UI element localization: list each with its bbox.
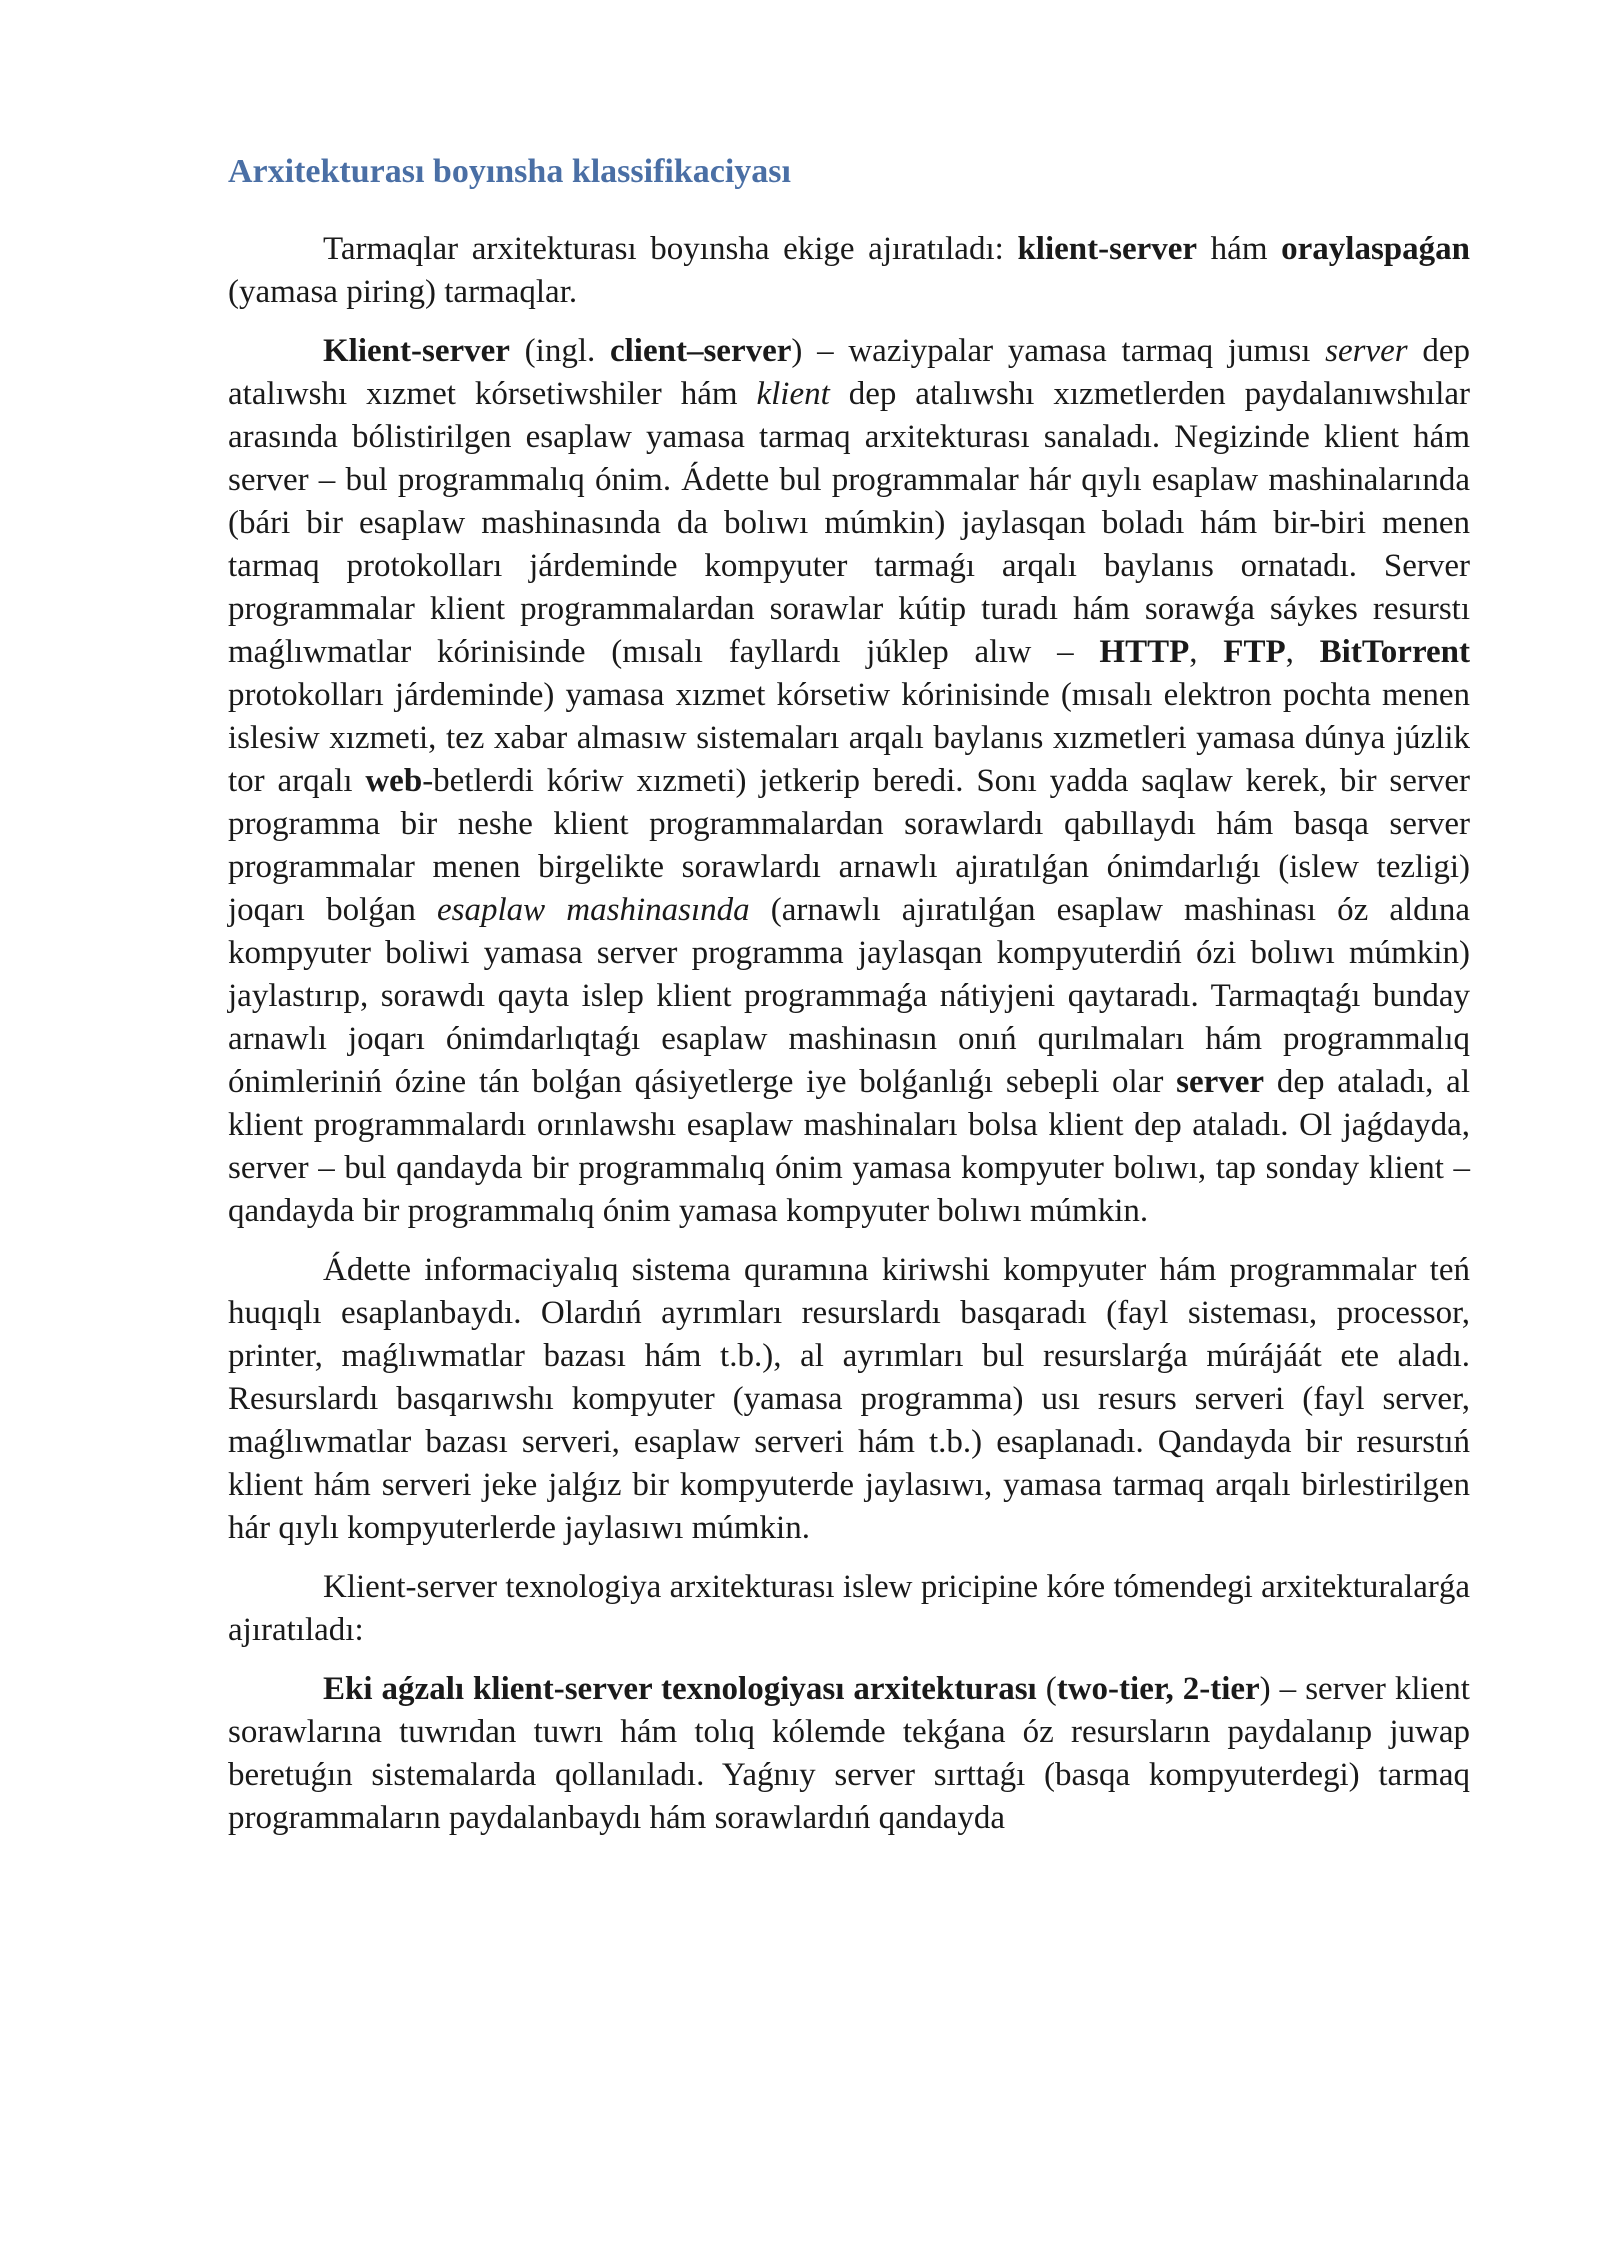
text-run: (arnawlı ajıratılǵan esaplaw mashinası óz aldına kompyuter boliwi yamasa server programma jaylasqan kompyuterdiń ózi bolıwı múmkin) jaylastırıp, sorawdı qayta islep klient programmaǵa nátiyjeni qaytaradı. Tarmaqtaǵı bunday arnawlı joqarı ónimdarlıqtaǵı esaplaw mashinasın onıń qurılmaları hám programmalıq ónimleriniń ózine tán bolǵan qásiyetlerge iye bolǵanlıǵı sebepli olar xyxy=(228,892,1470,1100)
text-run: , xyxy=(1285,634,1320,670)
paragraph-client-server-definition xyxy=(228,330,1470,1233)
paragraph-resources: Ádette informaciyalıq sistema quramına kiriwshi kompyuter hám programmalar teń huqıqlı esaplanbaydı. Olardıń ayrımları resurslardı basqaradı (fayl sisteması, processor, printer, maǵlıwmatlar bazası hám t.b.), al ayrımları bul resurslarǵa múrájáát ete aladı. Resurslardı basqarıwshı kompyuter (yamasa programma) usı resurs serveri (fayl server, maǵlıwmatlar bazası serveri, esaplaw serveri hám t.b.) esaplanadı. Qandayda bir resurstıń klient hám serveri jeke jalǵız bir kompyuterde jaylasıwı, yamasa tarmaq arqalı birlestirilgen hár qıylı kompyuterlerde jaylasıwı múmkin. xyxy=(228,1252,1470,1546)
term-klient-italic: klient xyxy=(756,376,830,412)
term-server-bold: server xyxy=(1176,1064,1265,1100)
term-http: HTTP xyxy=(1099,634,1190,670)
text-run: dep ataladı, al klient programmalardı orınlawshı esaplaw mashinaları bolsa klient dep ataladı. Ol jaǵdayda, server – bul qandayda bir programmalıq ónim yamasa kompyuter bolıwı, tap sonday klient – qandayda bir programmalıq ónim yamasa kompyuter bolıwı múmkin. xyxy=(228,1064,1470,1229)
term-ftp: FTP xyxy=(1223,634,1286,670)
text-run: dep atalıwshı xızmetlerden paydalanıwshılar arasında bólistirilgen esaplaw yamasa tarmaq arxitekturası sanaladı. Negizinde klient hám server – bul programmalıq ónim. Ádette bul programmalar hár qıylı esaplaw mashinalarında (bári bir esaplaw mashinasında da bolıwı múmkin) jaylasqan boladı hám bir-biri menen tarmaq protokolları járdeminde kompyuter tarmaǵı arqalı baylanıs ornatadı. Server programmalar klient programmalardan sorawlar kútip turadı hám sorawǵa sáykes resurstı maǵlıwmatlar kórinisinde (mısalı fayllardı júklep alıw – xyxy=(228,376,1470,670)
paragraph-two-tier xyxy=(228,1668,1470,1840)
text-run: hám xyxy=(1197,231,1282,267)
document-page xyxy=(228,150,1470,1856)
text-run: Tarmaqlar arxitekturası boyınsha ekige ajıratıladı: xyxy=(323,231,1018,267)
text-run: (ingl. xyxy=(509,333,610,369)
term-server-italic: server xyxy=(1325,333,1408,369)
term-two-tier: two-tier, 2-tier xyxy=(1056,1671,1260,1707)
text-run: ) – waziypalar yamasa tarmaq jumısı xyxy=(791,333,1326,369)
text-run: (yamasa piring) tarmaqlar. xyxy=(228,274,578,310)
paragraph-architecture-types: Klient-server texnologiya arxitekturası islew pricipine kóre tómendegi arxitekturalarǵa ajıratıladı: xyxy=(228,1569,1470,1648)
term-computing-machine: esaplaw mashinasında xyxy=(437,892,750,928)
term-klient-server: Klient-server xyxy=(323,333,510,369)
term-web: web xyxy=(365,763,423,799)
term-client-server: klient-server xyxy=(1017,231,1198,267)
term-bittorrent: BitTorrent xyxy=(1319,634,1470,670)
text-run: -betlerdi kóriw xızmeti) jetkerip beredi. Sonı yadda saqlaw kerek, bir server programma bir neshe klient programmalardan sorawlardı qabıllaydı hám basqa server programmalar menen birgelikte sorawlardı arnawlı ajıratılǵan ónimdarlıǵı (islew tezligi) joqarı bolǵan xyxy=(228,763,1470,928)
term-english-client-server: client–server xyxy=(609,333,792,369)
paragraph-architecture-intro xyxy=(228,228,1470,314)
text-run: ) – server klient sorawlarına tuwrıdan tuwrı hám tolıq kólemde tekǵana óz resursların paydalanıp juwap beretuǵın sistemalarda qollanıladı. Yaǵnıy server sırttaǵı (basqa kompyuterdegi) tarmaq programmaların paydalanbaydı hám sorawlardıń qandayda xyxy=(228,1671,1470,1836)
term-two-tier-architecture: Eki aǵzalı klient-server texnologiyası arxitekturası xyxy=(323,1671,1037,1707)
text-run: dep atalıwshı xızmet kórsetiwshiler hám xyxy=(228,333,1470,412)
term-decentralized: oraylaspaǵan xyxy=(1281,231,1470,267)
text-run: protokolları járdeminde) yamasa xızmet kórsetiw kórinisinde (mısalı elektron pochta menen islesiw xızmeti, tez xabar almasıw sistemaları arqalı baylanıs xızmetleri yamasa dúnya júzlik tor arqalı xyxy=(228,677,1470,799)
section-heading: Arxitekturası boyınsha klassifikaciyası xyxy=(228,153,791,190)
text-run: ( xyxy=(1036,1671,1057,1707)
text-run: , xyxy=(1189,634,1224,670)
